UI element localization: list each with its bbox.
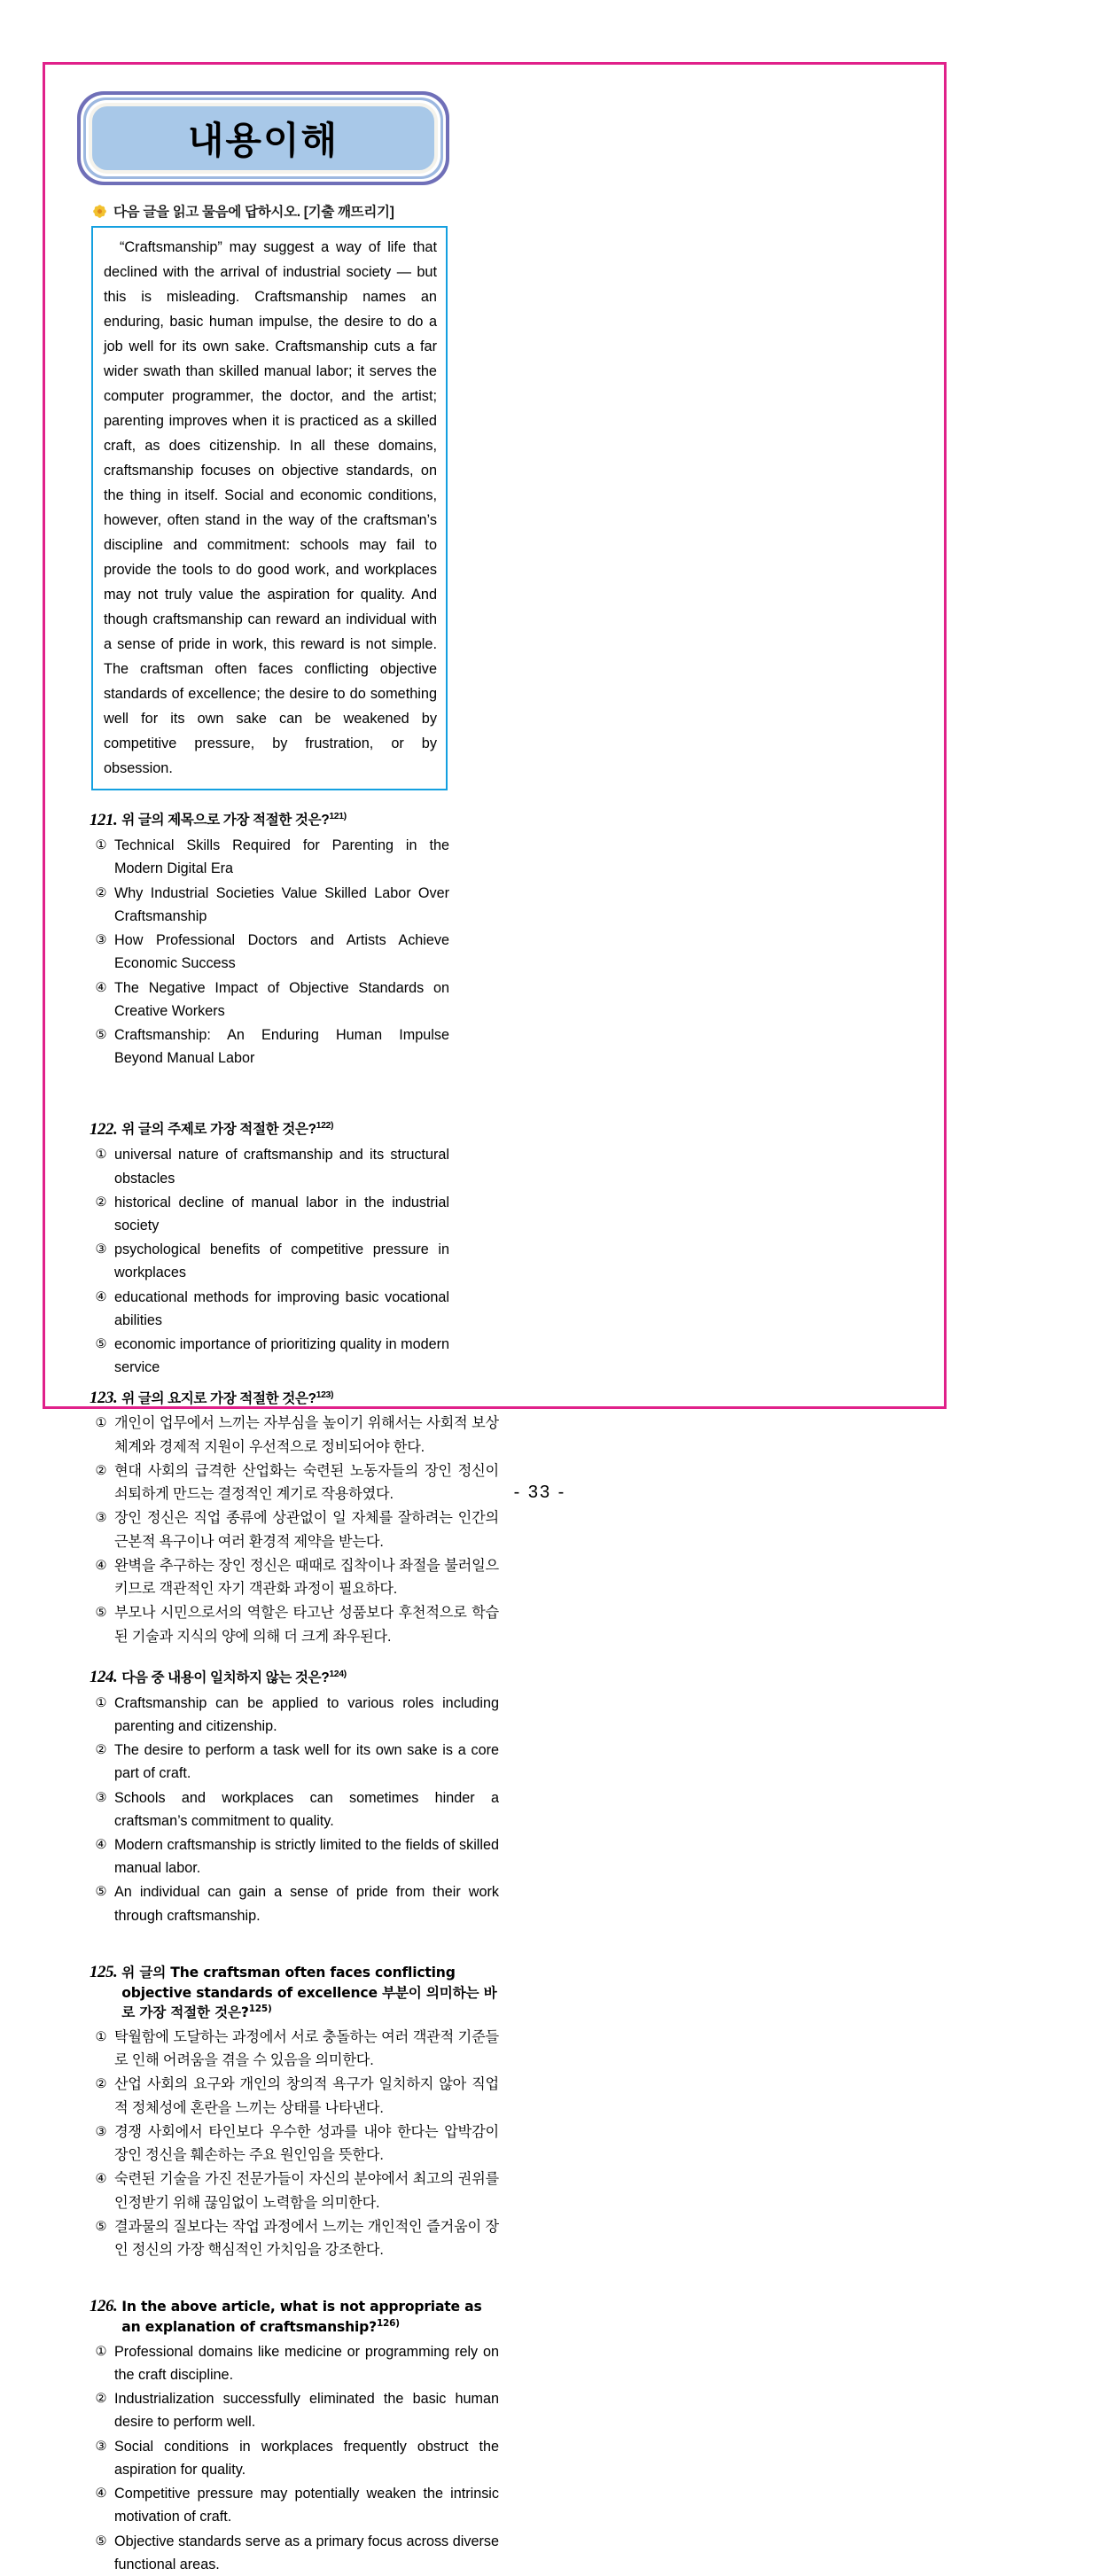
choice-text: Schools and workplaces can sometimes hinder a craftsman’s commitment to quality. (114, 1789, 499, 1829)
question-number: 121. (90, 810, 118, 829)
footnote-ref: 123) (316, 1389, 334, 1400)
choice-marker-4: ④ (95, 1289, 107, 1304)
question-stem: In the above article, what is not appropriate as an explanation of craftsmanship?$^{126)}$ (121, 2299, 482, 2336)
question-122 (90, 1119, 449, 1379)
section-title-text: 내용이해 (187, 119, 339, 162)
choice-text: The desire to perform a task well for its own sake is a core part of craft. (114, 1742, 499, 1782)
choice-item[interactable] (90, 2530, 499, 2576)
choice-item[interactable] (90, 1739, 499, 1785)
choice-marker-5: ⑤ (95, 1885, 107, 1900)
question-number: 122. (90, 1119, 118, 1139)
choice-text: Competitive pressure may potentially weaken the intrinsic motivation of craft. (114, 2486, 499, 2525)
choice-marker-2: ② (95, 1195, 107, 1210)
choice-marker-4: ④ (95, 2172, 107, 2187)
choice-item[interactable] (90, 1286, 449, 1332)
page-footer (88, 1483, 992, 1503)
choice-marker-4: ④ (95, 1837, 107, 1852)
section-title-banner (77, 91, 449, 1380)
choice-item[interactable] (90, 2435, 499, 2481)
choice-item[interactable] (90, 1023, 449, 1070)
question-124 (90, 1668, 499, 1927)
footnote-ref: 124) (329, 1668, 347, 1679)
choice-text: Objective standards serve as a primary focus across diverse functional areas. (114, 2533, 499, 2572)
question-stem: 위 글의 주제로 가장 적절한 것은?$^{122)}$ (121, 1120, 334, 1138)
question-stem: 위 글의 The craftsman often faces conflicting objective standards of excellence 부분이 의미하는 바로 가장 적절한 것은?$^{125)}$ (121, 1964, 497, 2021)
instruction-line (93, 201, 449, 221)
footnote-ref: 126) (376, 2317, 400, 2329)
choice-list (90, 1692, 499, 1927)
choice-marker-2: ② (95, 885, 107, 900)
choice-marker-5: ⑤ (95, 1606, 107, 1621)
choice-text: Modern craftsmanship is strictly limited to the fields of skilled manual labor. (114, 1836, 499, 1877)
question-stem: 위 글의 제목으로 가장 적절한 것은?$^{121)}$ (121, 811, 347, 829)
choice-text: 완벽을 추구하는 장인 정신은 때때로 집착이나 좌절을 불러일으키므로 객관적인 자기 객관화 과정이 필요하다. (114, 1557, 499, 1598)
question-stem: 위 글의 요지로 가장 적절한 것은?$^{123)}$ (121, 1389, 334, 1406)
question-number: 123. (90, 1388, 118, 1407)
choice-marker-5: ⑤ (95, 1337, 107, 1352)
choice-marker-2: ② (95, 1743, 107, 1758)
choice-marker-4: ④ (95, 2487, 107, 2502)
right-column (63, 1389, 499, 2576)
choice-item[interactable] (90, 882, 449, 928)
choice-item[interactable] (90, 1191, 449, 1237)
spacer (77, 1070, 449, 1100)
choice-item[interactable] (90, 1880, 499, 1926)
choice-text: 숙련된 기술을 가진 전문가들이 자신의 분야에서 최고의 권위를 인정받기 위해 끊임없이 노력함을 의미한다. (114, 2171, 499, 2211)
choice-text: educational methods for improving basic vocational abilities (114, 1288, 449, 1328)
question-126 (90, 2297, 499, 2576)
choice-text: 현대 사회의 급격한 산업화는 숙련된 노동자들의 장인 정신이 쇠퇴하게 만드는 결정적인 계기로 작용하였다. (114, 1462, 499, 1503)
choice-item[interactable] (90, 977, 449, 1023)
choice-text: 개인이 업무에서 느끼는 자부심을 높이기 위해서는 사회적 보상 체계와 경제적 지원이 우선적으로 정비되어야 한다. (114, 1415, 499, 1455)
choice-item[interactable] (90, 2167, 499, 2214)
choice-marker-3: ③ (95, 2439, 107, 2454)
choice-marker-3: ③ (95, 2124, 107, 2139)
choice-text: Craftsmanship: An Enduring Human Impulse Beyond Manual Labor (114, 1027, 449, 1067)
instruction-text: 다음 글을 읽고 물음에 답하시오. [기출 깨뜨리기] (113, 205, 394, 220)
choice-list (90, 1143, 449, 1379)
question-121 (90, 810, 449, 1070)
choice-marker-4: ④ (95, 980, 107, 995)
choice-list (90, 1412, 499, 1647)
choice-item[interactable] (90, 2482, 499, 2528)
choice-text: historical decline of manual labor in the industrial society (114, 1194, 449, 1234)
choice-item[interactable] (90, 1506, 499, 1553)
footnote-ref: 122) (316, 1120, 334, 1132)
choice-marker-1: ① (95, 1148, 107, 1163)
choice-item[interactable] (90, 1786, 499, 1833)
choice-marker-2: ② (95, 2392, 107, 2407)
choice-text: How Professional Doctors and Artists Achieve Economic Success (114, 932, 449, 972)
choice-text: The Negative Impact of Objective Standards on Creative Workers (114, 979, 449, 1019)
spacer (77, 1927, 499, 1943)
choice-item[interactable] (90, 2026, 499, 2072)
choice-marker-1: ① (95, 1695, 107, 1710)
choice-text: Social conditions in workplaces frequently obstruct the aspiration for quality. (114, 2438, 499, 2478)
choice-item[interactable] (90, 929, 449, 975)
question-stem: 다음 중 내용이 일치하지 않는 것은?$^{124)}$ (121, 1668, 347, 1685)
reading-passage-box (91, 226, 448, 790)
choice-item[interactable] (90, 2215, 499, 2261)
choice-text: 결과물의 질보다는 작업 과정에서 느끼는 개인적인 즐거움이 장인 정신의 가장 핵심적인 가치임을 강조한다. (114, 2218, 499, 2259)
footnote-ref: 121) (329, 811, 347, 822)
choice-item[interactable] (90, 1833, 499, 1879)
choice-marker-3: ③ (95, 1511, 107, 1526)
choice-text: 경쟁 사회에서 타인보다 우수한 성과를 내야 한다는 압박감이 장인 정신을 훼손하는 주요 원인임을 뜻한다. (114, 2123, 499, 2164)
choice-marker-3: ③ (95, 1242, 107, 1257)
choice-text: 부모나 시민으로서의 역할은 타고난 성품보다 후천적으로 학습된 기술과 지식의 양에 의해 더 크게 좌우된다. (114, 1605, 499, 1645)
choice-marker-4: ④ (95, 1558, 107, 1573)
choice-item[interactable] (90, 1692, 499, 1738)
choice-item[interactable] (90, 1554, 499, 1600)
choice-text: universal nature of craftsmanship and its structural obstacles (114, 1147, 449, 1187)
flower-icon (93, 205, 106, 218)
choice-marker-1: ① (95, 838, 107, 853)
choice-text: Technical Skills Required for Parenting in the Modern Digital Era (114, 837, 449, 877)
choice-item[interactable] (90, 1412, 499, 1458)
choice-text: Professional domains like medicine or programming rely on the craft discipline. (114, 2343, 499, 2383)
choice-marker-5: ⑤ (95, 2219, 107, 2234)
choice-item[interactable] (90, 2121, 499, 2167)
choice-marker-2: ② (95, 2077, 107, 2092)
footnote-ref: 125) (248, 2004, 272, 2015)
page-border-frame (43, 62, 947, 2572)
left-column (63, 81, 499, 2572)
choice-marker-1: ① (95, 2029, 107, 2044)
choice-marker-5: ⑤ (95, 1028, 107, 1043)
choice-list (90, 834, 449, 1070)
choice-marker-3: ③ (95, 933, 107, 948)
question-number: 124. (90, 1667, 118, 1686)
page-number: - 33 - (513, 1483, 566, 1502)
choice-text: 산업 사회의 요구와 개인의 창의적 욕구가 일치하지 않아 직업적 정체성에 혼란을 느끼는 상태를 나타낸다. (114, 2076, 499, 2116)
choice-list (90, 2026, 499, 2261)
choice-text: 장인 정신은 직업 종류에 상관없이 일 자체를 잘하려는 인간의 근본적 욕구이나 여러 환경적 제약을 받는다. (114, 1510, 499, 1550)
choice-item[interactable] (90, 834, 449, 880)
choice-item[interactable] (90, 1238, 449, 1284)
choice-marker-1: ① (95, 2344, 107, 2359)
choice-marker-2: ② (95, 1463, 107, 1478)
choice-list (90, 2340, 499, 2576)
choice-text: psychological benefits of competitive pressure in workplaces (114, 1241, 449, 1281)
choice-marker-1: ① (95, 1416, 107, 1431)
choice-item[interactable] (90, 1143, 449, 1189)
choice-text: economic importance of prioritizing quality in modern service (114, 1336, 449, 1376)
choice-text: Craftsmanship can be applied to various roles including parenting and citizenship. (114, 1694, 499, 1734)
choice-text: 탁월함에 도달하는 과정에서 서로 충돌하는 여러 객관적 기준들로 인해 어려움을 겪을 수 있음을 의미한다. (114, 2028, 499, 2069)
choice-text: An individual can gain a sense of pride from their work through craftsmanship. (114, 1884, 499, 1924)
choice-item[interactable] (90, 1601, 499, 1647)
choice-item[interactable] (90, 1333, 449, 1379)
question-number: 125. (90, 1962, 118, 1981)
choice-text: Why Industrial Societies Value Skilled Labor Over Craftsmanship (114, 884, 449, 924)
choice-marker-3: ③ (95, 1790, 107, 1805)
passage-text: “Craftsmanship” may suggest a way of life that declined with the arrival of industrial society — but this is misleading. Craftsmanship names an enduring, basic human impulse, the desire to do a job well for its own sake. Craftsmanship cuts a far wider swath than skilled manual labor; it serves the computer programmer, the doctor, and the artist; parenting improves when it is practiced as a skilled craft, as does citizenship. In all these domains, craftsmanship focuses on objective standards, on the thing in itself. Social and economic conditions, however, often stand in the way of the craftsman’s discipline and commitment: schools may fail to provide the tools to do good work, and workplaces may not truly value the aspiration for quality. And though craftsmanship can reward an individual with a sense of pride in work, this reward is not simple. The craftsman often faces conflicting objective standards of excellence; the desire to do something well for its own sake can be weakened by competitive pressure, by frustration, or by obsession. (104, 239, 437, 777)
spacer (77, 2261, 499, 2277)
choice-marker-5: ⑤ (95, 2533, 107, 2549)
question-number: 126. (90, 2297, 118, 2316)
question-125 (90, 1963, 499, 2261)
choice-item[interactable] (90, 2340, 499, 2386)
choice-item[interactable] (90, 2387, 499, 2433)
question-123 (90, 1389, 499, 1648)
choice-text: Industrialization successfully eliminated the basic human desire to perform well. (114, 2391, 499, 2431)
choice-item[interactable] (90, 2073, 499, 2119)
